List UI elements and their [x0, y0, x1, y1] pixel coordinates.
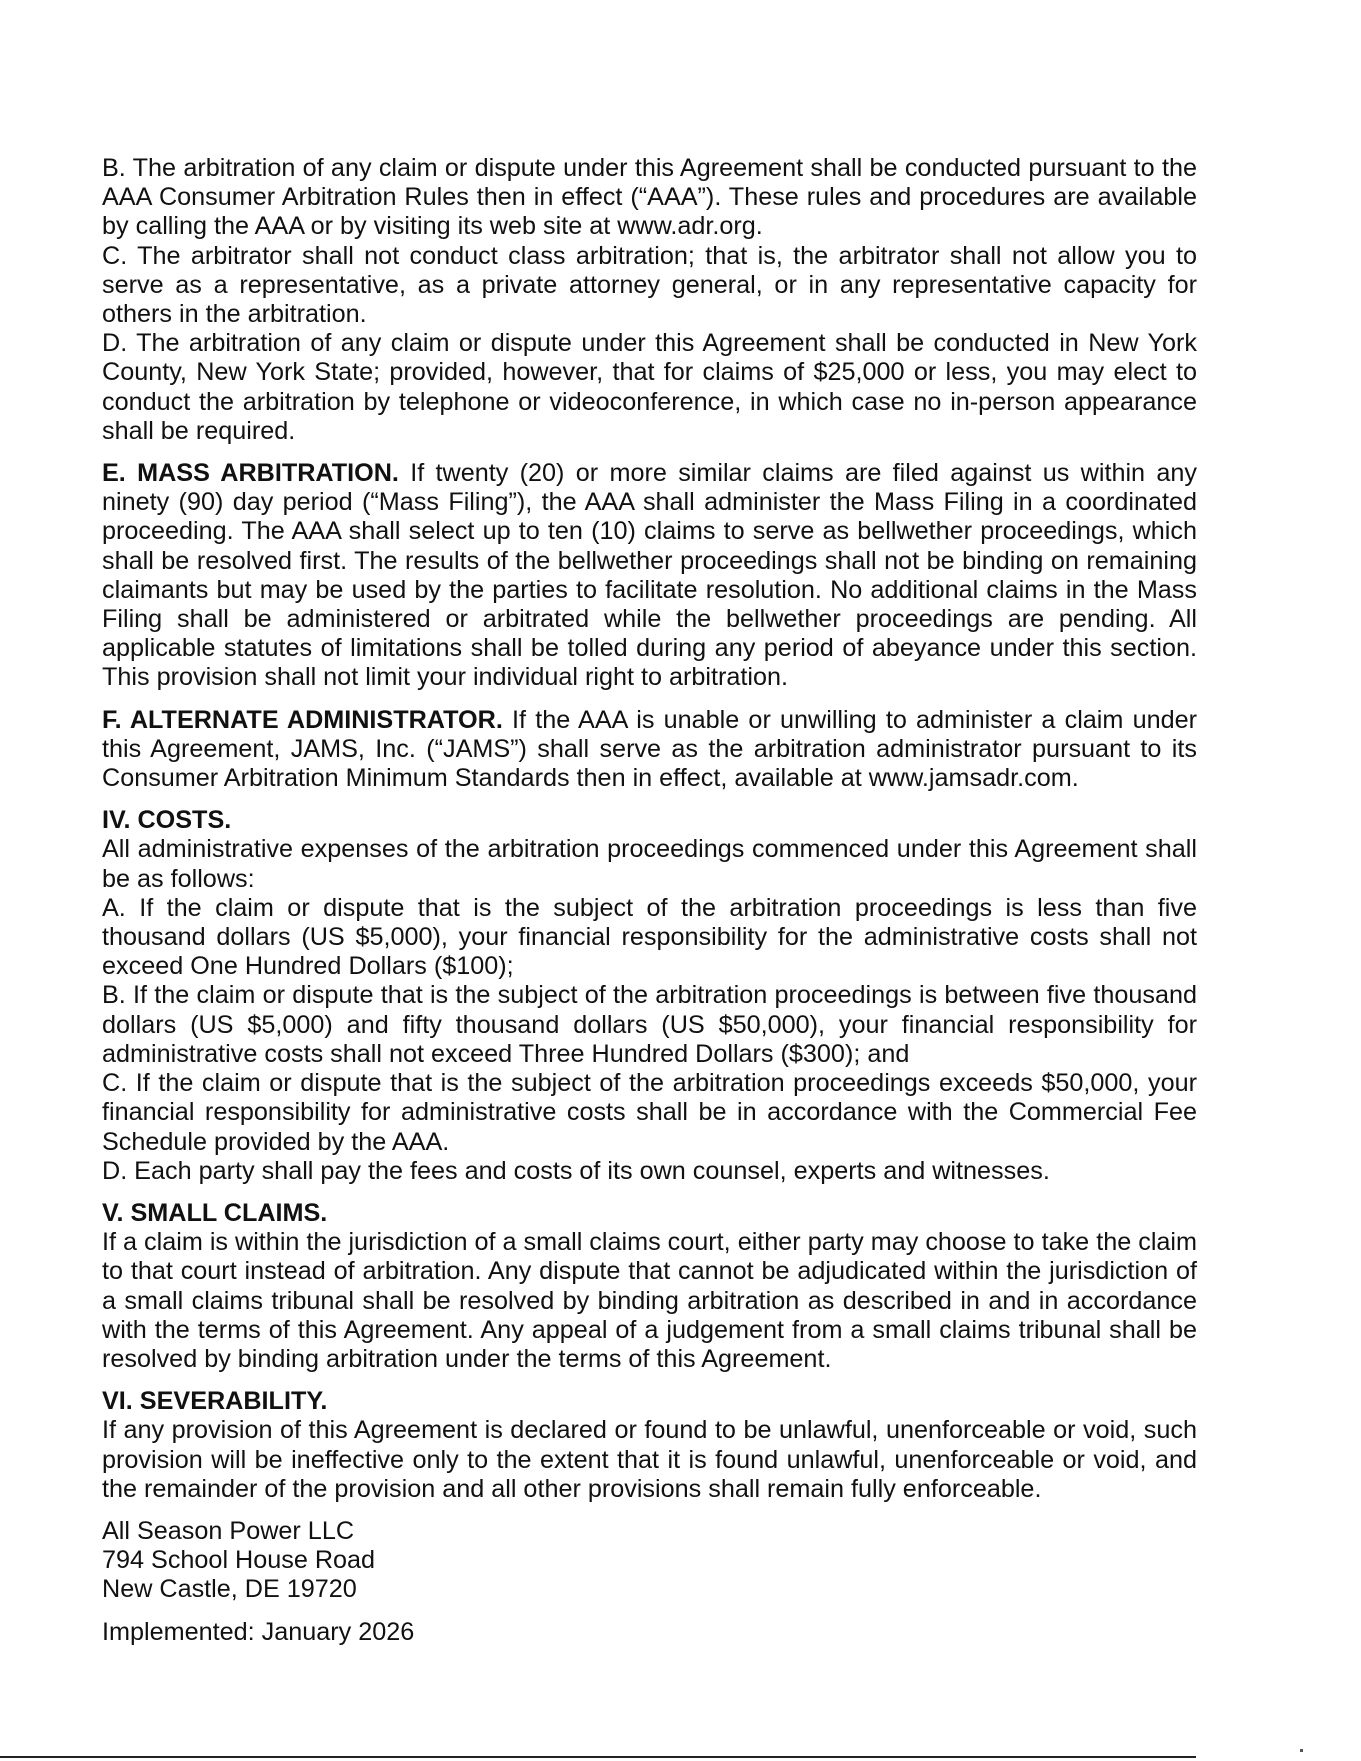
clause-iv-intro: All administrative expenses of the arbitration proceedings commenced under this Agreement shall be as follows: [102, 835, 1197, 893]
section-vi-heading: VI. SEVERABILITY. [102, 1387, 328, 1416]
clause-iii-b: B. The arbitration of any claim or dispute under this Agreement shall be conducted pursuant to the AAA Consumer Arbitration Rules then in effect (“AAA”). These rules and procedures are available by calling the AAA or by visiting its web site at www.adr.org. [102, 154, 1197, 241]
clause-iv-d: D. Each party shall pay the fees and costs of its own counsel, experts and witnesses. [102, 1156, 1050, 1185]
clause-iii-e-lead: E. MASS ARBITRATION. [102, 459, 399, 488]
corner-mark [1300, 1749, 1303, 1752]
clause-iv-c: C. If the claim or dispute that is the subject of the arbitration proceedings exceeds $50,000, your financial responsibility for administrative costs shall be in accordance with the Commercial Fee Schedule provided by the AAA. [102, 1069, 1197, 1156]
bottom-rule-divider [0, 1756, 1196, 1758]
clause-iii-f [102, 706, 1197, 794]
clause-iii-c: C. The arbitrator shall not conduct class arbitration; that is, the arbitrator shall not allow you to serve as a representative, as a private attorney general, or in any representative capacity for others in the arbitration. [102, 241, 1197, 329]
clause-iii-f-body: If the AAA is unable or unwilling to administer a claim under this Agreement, JAMS, Inc. (“JAMS”) shall serve as the arbitration administrator pursuant to its Consumer Arbitration Minimum Standards then in effect, available at www.jamsadr.com. [102, 705, 1197, 793]
company-name: All Season Power LLC [102, 1516, 355, 1545]
clause-iii-e [102, 459, 1197, 693]
section-v-heading: V. SMALL CLAIMS. [102, 1198, 328, 1227]
agreement-page [102, 154, 1197, 1647]
company-address [102, 1517, 1197, 1605]
clause-iv-a: A. If the claim or dispute that is the subject of the arbitration proceedings is less than five thousand dollars (US $5,000), your financial responsibility for the administrative costs shall not exceed One Hundred Dollars ($100); [102, 893, 1197, 981]
clause-iii-f-lead: F. ALTERNATE ADMINISTRATOR. [102, 705, 503, 734]
company-street: 794 School House Road [102, 1546, 376, 1575]
clause-iv-b: B. If the claim or dispute that is the subject of the arbitration proceedings is between five thousand dollars (US $5,000) and fifty thousand dollars (US $50,000), your financial responsibility for administrative costs shall not exceed Three Hundred Dollars ($300); and [102, 981, 1197, 1068]
clause-iii-d: D. The arbitration of any claim or dispute under this Agreement shall be conducted in New York County, New York State; provided, however, that for claims of $25,000 or less, you may elect to conduct the arbitration by telephone or videoconference, in which case no in-person appearance shall be required. [102, 329, 1197, 445]
section-iv-heading: IV. COSTS. [102, 806, 232, 835]
clause-vi-body: If any provision of this Agreement is declared or found to be unlawful, unenforceable or void, such provision will be ineffective only to the extent that it is found unlawful, unenforceable or void, and the remainder of the provision and all other provisions shall remain fully enforceable. [102, 1416, 1197, 1503]
implemented-date: Implemented: January 2026 [102, 1617, 415, 1646]
company-city: New Castle, DE 19720 [102, 1575, 357, 1604]
clause-v-body: If a claim is within the jurisdiction of a small claims court, either party may choose to take the claim to that court instead of arbitration. Any dispute that cannot be adjudicated within the jurisdiction of a small claims tribunal shall be resolved by binding arbitration as described in and in accordance with the terms of this Agreement. Any appeal of a judgement from a small claims tribunal shall be resolved by binding arbitration under the terms of this Agreement. [102, 1228, 1197, 1373]
clause-iii-e-body: If twenty (20) or more similar claims are filed against us within any ninety (90) day period (“Mass Filing”), the AAA shall administer the Mass Filing in a coordinated proceeding. The AAA shall select up to ten (10) claims to serve as bellwether proceedings, which shall be resolved first. The results of the bellwether proceedings shall not be binding on remaining claimants but may be used by the parties to facilitate resolution. No additional claims in the Mass Filing shall be administered or arbitrated while the bellwether proceedings are pending. All applicable statutes of limitations shall be tolled during any period of abeyance under this section. This provision shall not limit your individual right to arbitration. [102, 459, 1197, 692]
